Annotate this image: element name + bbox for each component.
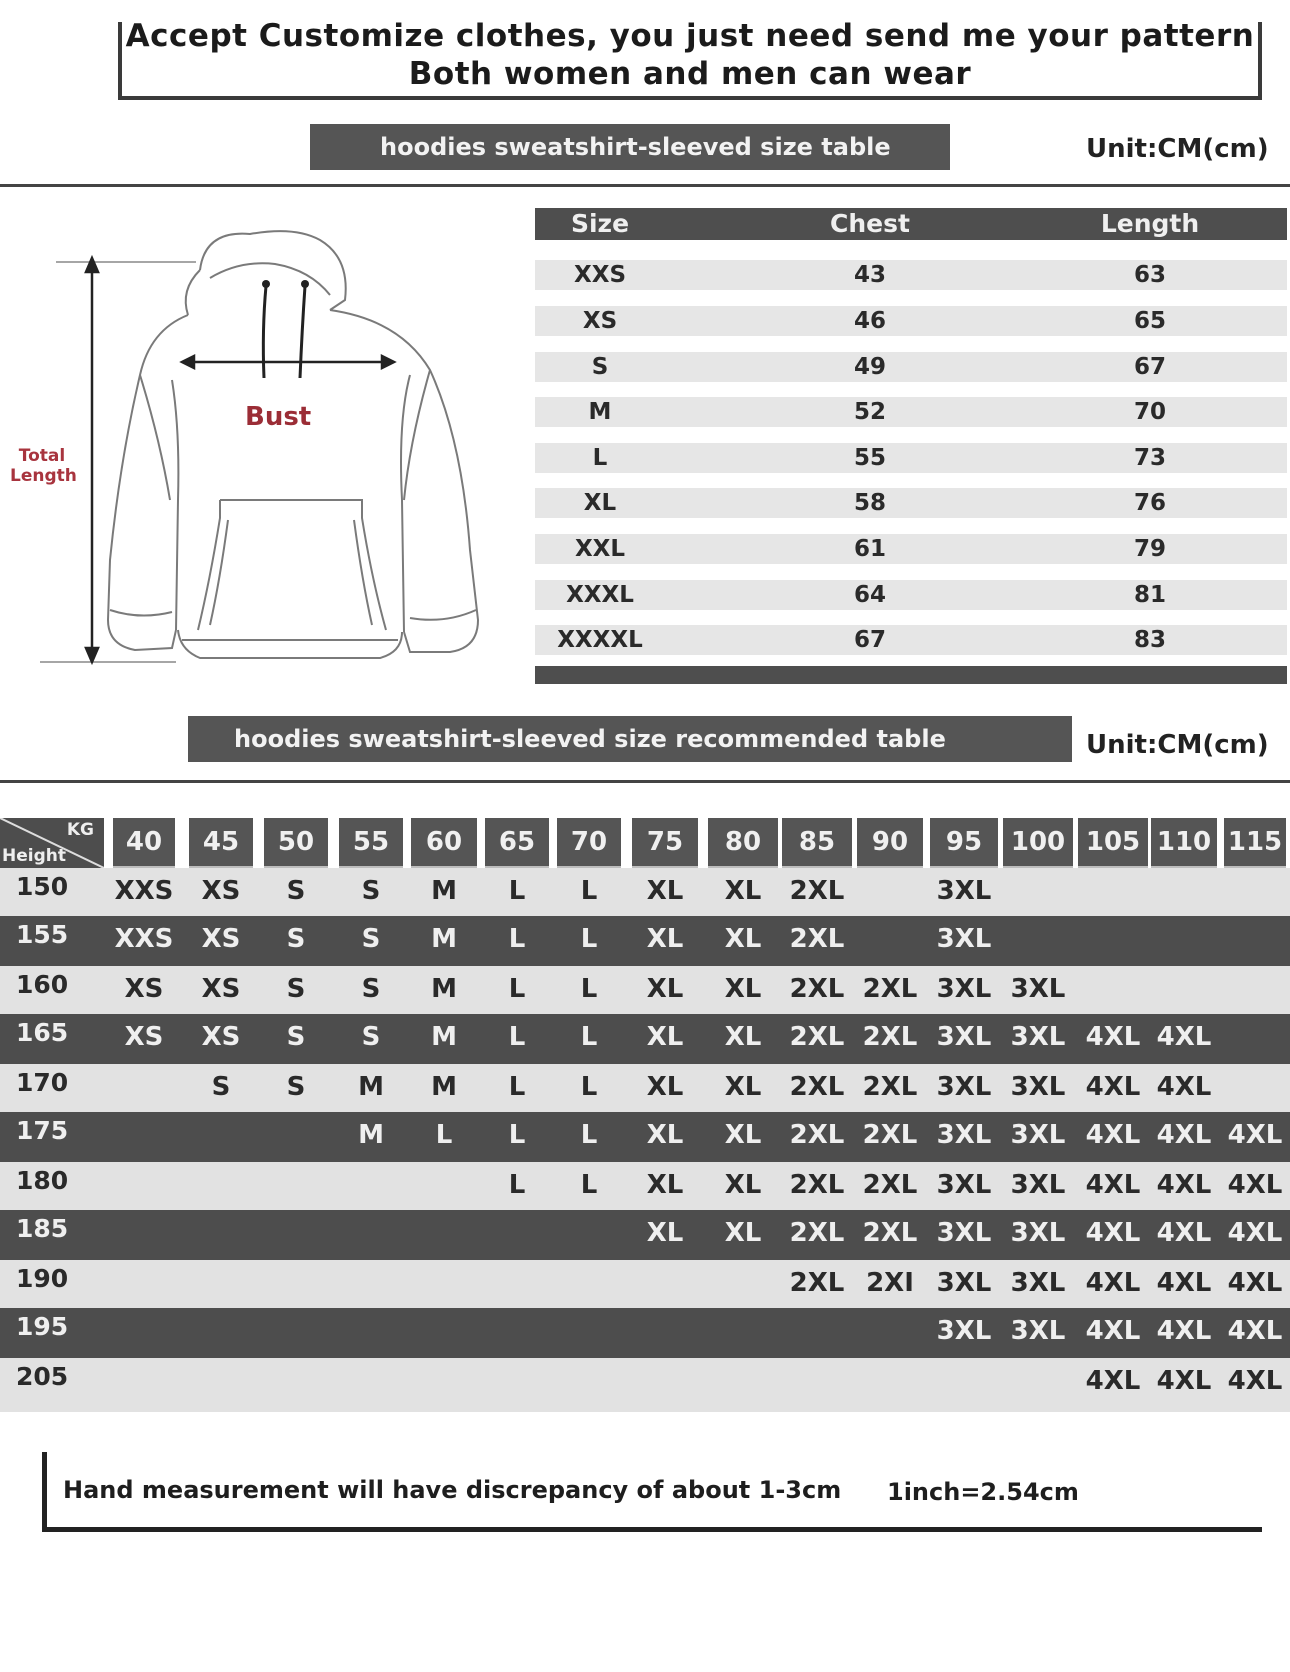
size-recommendation-cell: M (431, 876, 457, 906)
size-recommendation-cell: M (431, 924, 457, 954)
size-table-row (535, 580, 1287, 610)
size-recommendation-cell: 2XL (789, 1072, 845, 1102)
size-recommendation-cell: 3XL (1010, 1316, 1066, 1346)
length-cell: 63 (1133, 262, 1166, 288)
corner-height-label: Height (2, 846, 66, 866)
size-table-row (535, 625, 1287, 655)
total-length-label (10, 446, 77, 486)
size-recommendation-cell: 4XL (1227, 1316, 1283, 1346)
kg-header-cell: 65 (485, 818, 549, 868)
size-recommendation-cell: 4XL (1085, 1072, 1141, 1102)
size-recommendation-cell: 4XL (1156, 1072, 1212, 1102)
size-recommendation-cell: XL (724, 1022, 762, 1052)
kg-header-cell: 75 (632, 818, 698, 868)
size-recommendation-cell: 2XL (862, 1170, 918, 1200)
size-recommendation-cell: M (431, 1022, 457, 1052)
hoodie-outline-icon (0, 200, 520, 680)
size-recommendation-cell: XL (646, 974, 684, 1004)
length-cell: 81 (1133, 582, 1166, 608)
length-cell: 73 (1133, 445, 1166, 471)
size-table-header (535, 208, 1287, 240)
size-recommendation-cell: 3XL (936, 924, 992, 954)
size-recommendation-cell: S (211, 1072, 231, 1102)
size-recommendation-cell: XL (646, 876, 684, 906)
corner-kg-label: KG (66, 820, 94, 840)
size-recommendation-cell: 3XL (936, 1268, 992, 1298)
recommend-table-row (0, 1308, 1290, 1358)
size-recommendation-cell: L (508, 1120, 526, 1150)
chest-cell: 55 (853, 445, 886, 471)
size-recommendation-cell: L (435, 1120, 453, 1150)
recommend-table-row (0, 1358, 1290, 1412)
length-cell: 65 (1133, 308, 1166, 334)
size-recommendation-cell: XS (124, 974, 164, 1004)
size-recommendation-cell: 3XL (936, 974, 992, 1004)
size-table-row (535, 397, 1287, 427)
size-recommendation-cell: 4XL (1085, 1022, 1141, 1052)
size-recommendation-cell: 4XL (1085, 1170, 1141, 1200)
size-recommendation-cell: L (580, 924, 598, 954)
size-recommendation-cell: XS (201, 924, 241, 954)
size-cell: XXL (574, 536, 626, 562)
size-table-row (535, 488, 1287, 518)
size-cell: M (588, 399, 612, 425)
size-recommendation-cell: XS (201, 974, 241, 1004)
section-divider-2 (0, 780, 1290, 783)
size-recommendation-cell: L (508, 924, 526, 954)
height-cell: 190 (16, 1264, 69, 1293)
size-recommendation-cell: XXS (114, 924, 174, 954)
kg-header-cell: 40 (113, 818, 175, 868)
chest-cell: 49 (853, 354, 886, 380)
recommend-table-row (0, 1162, 1290, 1210)
recommend-table-row (0, 1260, 1290, 1308)
chest-cell: 52 (853, 399, 886, 425)
recommend-table-title: hoodies sweatshirt-sleeved size recommended table (188, 716, 1072, 762)
size-recommendation-cell: L (508, 974, 526, 1004)
size-recommendation-cell: 2XL (862, 1022, 918, 1052)
total-length-label-line-1: Total (18, 446, 66, 466)
size-recommendation-cell: 3XL (1010, 1218, 1066, 1248)
size-recommendation-cell: XL (724, 974, 762, 1004)
recommend-table-row (0, 1112, 1290, 1162)
section-divider (0, 184, 1290, 187)
size-recommendation-cell: 2XL (862, 1072, 918, 1102)
recommend-table-row (0, 1210, 1290, 1260)
size-recommendation-cell: M (431, 974, 457, 1004)
size-recommendation-cell: L (580, 1072, 598, 1102)
size-cell: S (591, 354, 609, 380)
chest-cell: 58 (853, 490, 886, 516)
kg-header-cell: 110 (1151, 818, 1217, 868)
size-recommendation-cell: XL (646, 1218, 684, 1248)
size-recommendation-cell: XL (646, 1022, 684, 1052)
length-cell: 83 (1133, 627, 1166, 653)
size-recommendation-cell: L (508, 1072, 526, 1102)
size-recommendation-cell: 2XL (862, 974, 918, 1004)
inch-conversion: 1inch=2.54cm (887, 1478, 1079, 1506)
size-recommendation-cell: M (358, 1072, 384, 1102)
size-recommendation-cell: M (358, 1120, 384, 1150)
kg-header-cell: 50 (264, 818, 328, 868)
size-table-row (535, 352, 1287, 382)
size-recommendation-cell: XL (724, 924, 762, 954)
size-table-row (535, 534, 1287, 564)
kg-header-cell: 80 (708, 818, 778, 868)
size-recommendation-cell: 4XL (1227, 1366, 1283, 1396)
chest-cell: 43 (853, 262, 886, 288)
size-cell: XL (583, 490, 617, 516)
kg-header-cell: 90 (857, 818, 923, 868)
length-cell: 79 (1133, 536, 1166, 562)
size-recommendation-cell: XL (724, 1218, 762, 1248)
size-recommendation-cell: 4XL (1085, 1218, 1141, 1248)
size-recommendation-cell: L (580, 876, 598, 906)
size-recommendation-cell: XS (201, 876, 241, 906)
size-recommendation-cell: 4XL (1156, 1366, 1212, 1396)
height-cell: 150 (16, 872, 69, 901)
size-recommendation-cell: 3XL (936, 1170, 992, 1200)
size-recommendation-cell: 2XI (866, 1268, 914, 1298)
size-cell: XS (582, 308, 618, 334)
size-table-footer-bar (535, 666, 1287, 684)
kg-header-cell: 60 (411, 818, 477, 868)
size-recommendation-cell: S (286, 974, 306, 1004)
height-cell: 175 (16, 1116, 69, 1145)
size-recommendation-cell: XL (724, 1120, 762, 1150)
size-table-title: hoodies sweatshirt-sleeved size table (310, 124, 950, 170)
length-cell: 70 (1133, 399, 1166, 425)
size-recommendation-cell: 3XL (1010, 1170, 1066, 1200)
size-recommendation-cell: 2XL (789, 876, 845, 906)
size-recommendation-cell: S (361, 1022, 381, 1052)
notice-box (118, 18, 1262, 100)
size-recommendation-cell: S (286, 1072, 306, 1102)
size-recommendation-cell: S (286, 1022, 306, 1052)
footer-box (42, 1452, 1262, 1532)
chest-header: Chest (830, 209, 910, 238)
size-recommendation-cell: 4XL (1085, 1268, 1141, 1298)
measurement-note: Hand measurement will have discrepancy of about 1-3cm (63, 1476, 842, 1504)
size-recommendation-cell: M (431, 1072, 457, 1102)
size-recommendation-cell: S (361, 924, 381, 954)
size-recommendation-cell: 3XL (1010, 1022, 1066, 1052)
size-recommendation-cell: L (580, 1120, 598, 1150)
size-table-unit: Unit:CM(cm) (1086, 134, 1269, 164)
recommend-table-row (0, 966, 1290, 1014)
height-cell: 195 (16, 1312, 69, 1341)
size-recommendation-cell: S (361, 974, 381, 1004)
size-recommendation-cell: 4XL (1227, 1268, 1283, 1298)
size-recommendation-cell: 2XL (789, 1120, 845, 1150)
length-cell: 67 (1133, 354, 1166, 380)
size-recommendation-cell: S (361, 876, 381, 906)
size-recommendation-cell: L (580, 974, 598, 1004)
kg-header-cell: 45 (189, 818, 253, 868)
size-recommendation-cell: XL (724, 876, 762, 906)
height-cell: 180 (16, 1166, 69, 1195)
size-recommendation-cell: 4XL (1085, 1120, 1141, 1150)
size-recommendation-cell: 2XL (789, 974, 845, 1004)
size-recommendation-cell: 4XL (1156, 1022, 1212, 1052)
size-recommendation-cell: 4XL (1156, 1218, 1212, 1248)
size-table-row (535, 260, 1287, 290)
total-length-label-line-2: Length (10, 466, 77, 486)
height-cell: 205 (16, 1362, 69, 1391)
size-recommendation-cell: 3XL (936, 1072, 992, 1102)
recommend-table-row (0, 868, 1290, 916)
size-recommendation-cell: XL (646, 1170, 684, 1200)
size-recommendation-cell: 4XL (1227, 1170, 1283, 1200)
height-cell: 160 (16, 970, 69, 999)
size-recommendation-cell: 3XL (1010, 974, 1066, 1004)
size-recommendation-cell: 3XL (936, 1022, 992, 1052)
size-recommendation-cell: 2XL (862, 1120, 918, 1150)
size-recommendation-cell: 4XL (1156, 1316, 1212, 1346)
size-recommendation-cell: S (286, 924, 306, 954)
rec-table-corner (0, 818, 104, 868)
size-recommendation-cell: 3XL (1010, 1268, 1066, 1298)
size-recommendation-cell: 2XL (789, 1022, 845, 1052)
size-recommendation-cell: 3XL (936, 876, 992, 906)
size-recommendation-cell: L (580, 1022, 598, 1052)
kg-header-cell: 105 (1078, 818, 1148, 868)
size-recommendation-cell: 3XL (936, 1120, 992, 1150)
height-cell: 170 (16, 1068, 69, 1097)
size-recommendation-cell: 2XL (862, 1218, 918, 1248)
size-table-row (535, 443, 1287, 473)
height-cell: 185 (16, 1214, 69, 1243)
chest-cell: 61 (853, 536, 886, 562)
size-recommendation-cell: 4XL (1227, 1218, 1283, 1248)
bust-label: Bust (245, 402, 312, 432)
kg-header-cell: 85 (782, 818, 852, 868)
recommend-table-row (0, 1014, 1290, 1064)
height-cell: 165 (16, 1018, 69, 1047)
chest-cell: 64 (853, 582, 886, 608)
height-cell: 155 (16, 920, 69, 949)
size-recommendation-cell: S (286, 876, 306, 906)
size-recommendation-cell: 4XL (1156, 1170, 1212, 1200)
chest-cell: 67 (853, 627, 886, 653)
notice-line-1: Accept Customize clothes, you just need send me your pattern (125, 18, 1255, 54)
size-cell: XXXL (566, 582, 634, 608)
size-cell: XXS (573, 262, 627, 288)
size-recommendation-cell: 4XL (1085, 1316, 1141, 1346)
hoodie-diagram (0, 200, 520, 680)
size-recommendation-cell: 2XL (789, 1218, 845, 1248)
size-recommendation-cell: XL (646, 1120, 684, 1150)
size-recommendation-cell: 2XL (789, 924, 845, 954)
size-cell: XXXXL (557, 627, 643, 653)
size-header: Size (570, 209, 630, 238)
kg-header-cell: 55 (339, 818, 403, 868)
size-recommendation-cell: L (508, 1022, 526, 1052)
size-recommendation-cell: XXS (114, 876, 174, 906)
size-recommendation-cell: XL (646, 1072, 684, 1102)
kg-header-cell: 95 (930, 818, 998, 868)
size-recommendation-cell: 3XL (936, 1316, 992, 1346)
size-cell: L (592, 445, 608, 471)
size-recommendation-cell: 4XL (1156, 1268, 1212, 1298)
size-recommendation-cell: 4XL (1085, 1366, 1141, 1396)
notice-line-2: Both women and men can wear (408, 56, 972, 92)
size-recommendation-cell: L (508, 876, 526, 906)
size-recommendation-cell: XS (124, 1022, 164, 1052)
recommend-table-row (0, 1064, 1290, 1112)
size-recommendation-cell: L (580, 1170, 598, 1200)
length-header: Length (1100, 209, 1200, 238)
size-recommendation-cell: XL (646, 924, 684, 954)
size-recommendation-cell: 3XL (936, 1218, 992, 1248)
size-recommendation-cell: 4XL (1156, 1120, 1212, 1150)
size-recommendation-cell: 3XL (1010, 1072, 1066, 1102)
size-recommendation-cell: L (508, 1170, 526, 1200)
size-recommendation-cell: XL (724, 1072, 762, 1102)
size-recommendation-cell: XS (201, 1022, 241, 1052)
kg-header-cell: 100 (1003, 818, 1073, 868)
size-recommendation-cell: XL (724, 1170, 762, 1200)
size-recommendation-cell: 3XL (1010, 1120, 1066, 1150)
chest-cell: 46 (853, 308, 886, 334)
kg-header-cell: 70 (557, 818, 621, 868)
recommend-table-row (0, 916, 1290, 966)
size-recommendation-cell: 4XL (1227, 1120, 1283, 1150)
length-cell: 76 (1133, 490, 1166, 516)
size-recommendation-cell: 2XL (789, 1170, 845, 1200)
kg-header-cell: 115 (1224, 818, 1286, 868)
size-table-row (535, 306, 1287, 336)
recommend-table-unit: Unit:CM(cm) (1086, 730, 1269, 760)
size-recommendation-cell: 2XL (789, 1268, 845, 1298)
